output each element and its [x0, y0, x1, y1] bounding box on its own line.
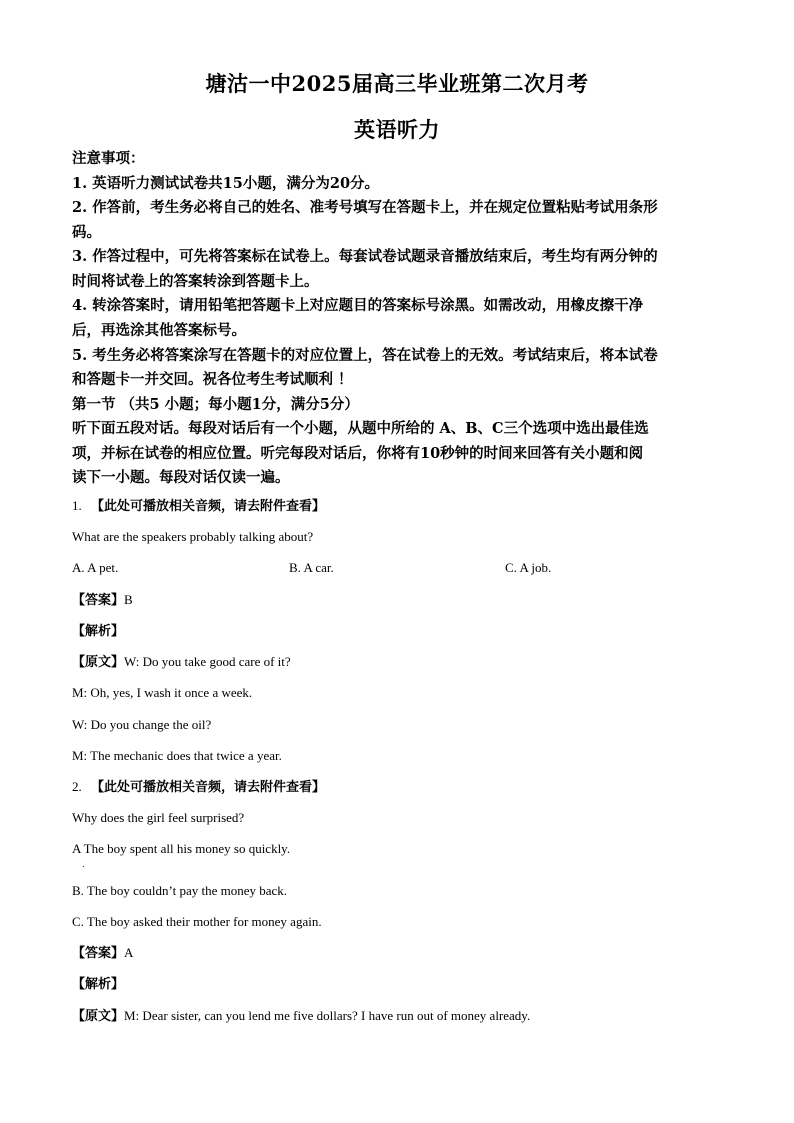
question-2-header: [72, 777, 722, 798]
notice-line: 码。: [72, 224, 101, 241]
question-number: 1.: [72, 498, 82, 513]
question-2-answer: [72, 943, 722, 964]
question-1-transcript-line: W: Do you change the oil?: [72, 717, 212, 732]
question-1-answer: [72, 590, 722, 611]
question-2-analysis: [72, 974, 722, 995]
analysis-tag: 【解析】: [72, 624, 125, 639]
transcript-tag: 【原文】: [72, 1009, 125, 1024]
answer-value: A: [124, 945, 134, 960]
question-number: 2.: [72, 779, 82, 794]
section-instruction: 读下一小题。每段对话仅读一遍。: [72, 469, 290, 486]
question-2-transcript-line: [72, 1006, 722, 1027]
question-1-transcript-line: M: The mechanic does that twice a year.: [72, 748, 282, 763]
question-2-option-c: C. The boy asked their mother for money again.: [72, 914, 322, 929]
section-instruction: 听下面五段对话。每段对话后有一个小题，从题中所给的 A、B、C三个选项中选出最佳选: [72, 420, 649, 437]
question-1-transcript-line: M: Oh, yes, I wash it once a week.: [72, 685, 253, 700]
answer-tag: 【答案】: [72, 593, 125, 608]
section-heading: 第一节 （共5 小题；每小题1分，满分5分）: [72, 396, 359, 413]
notice-heading: 注意事项：: [72, 150, 145, 167]
question-1-option-a: A. A pet.: [72, 560, 119, 575]
question-1-transcript-line: [72, 652, 722, 673]
exam-subtitle: 英语听力: [354, 117, 440, 142]
question-2-option-b: B. The boy couldn’t pay the money back.: [72, 883, 288, 898]
notice-line: 3. 作答过程中，可先将答案标在试卷上。每套试卷试题录音播放结束后，考生均有两分钟的: [72, 248, 658, 265]
notice-line: 2. 作答前，考生务必将自己的姓名、准考号填写在答题卡上，并在规定位置粘贴考试用条形: [72, 199, 658, 216]
question-2-option-a: A The boy spent all his money so quickly.: [72, 841, 291, 856]
question-1-option-b: B. A car.: [289, 560, 334, 575]
audio-note: 【此处可播放相关音频，请去附件查看】: [91, 499, 326, 514]
answer-tag: 【答案】: [72, 946, 125, 961]
audio-note: 【此处可播放相关音频，请去附件查看】: [91, 780, 326, 795]
notice-line: 后，再选涂其他答案标号。: [72, 322, 246, 339]
notice-line: 时间将试卷上的答案转涂到答题卡上。: [72, 273, 319, 290]
answer-value: B: [124, 592, 133, 607]
transcript-tag: 【原文】: [72, 655, 125, 670]
question-1-header: [72, 496, 722, 517]
stray-dot: .: [82, 860, 85, 869]
notice-line: 1. 英语听力测试试卷共15小题，满分为20分。: [72, 175, 380, 192]
transcript-text: M: Dear sister, can you lend me five dollars? I have run out of money already.: [124, 1008, 531, 1023]
question-1-analysis: [72, 621, 722, 642]
transcript-text: W: Do you take good care of it?: [124, 654, 291, 669]
notice-line: 和答题卡一并交回。祝各位考生考试顺利 ！: [72, 371, 353, 388]
notice-line: 4. 转涂答案时，请用铅笔把答题卡上对应题目的答案标号涂黑。如需改动，用橡皮擦干净: [72, 297, 644, 314]
notice-line: 5. 考生务必将答案涂写在答题卡的对应位置上，答在试卷上的无效。考试结束后，将本试卷: [72, 347, 658, 364]
exam-title: 塘沽一中2025届高三毕业班第二次月考: [205, 71, 589, 96]
section-instruction: 项，并标在试卷的相应位置。听完每段对话后，你将有10秒钟的时间来回答有关小题和阅: [72, 445, 644, 462]
question-2-text: Why does the girl feel surprised?: [72, 810, 245, 825]
question-1-option-c: C. A job.: [505, 560, 552, 575]
question-1-text: What are the speakers probably talking about?: [72, 529, 314, 544]
analysis-tag: 【解析】: [72, 977, 125, 992]
